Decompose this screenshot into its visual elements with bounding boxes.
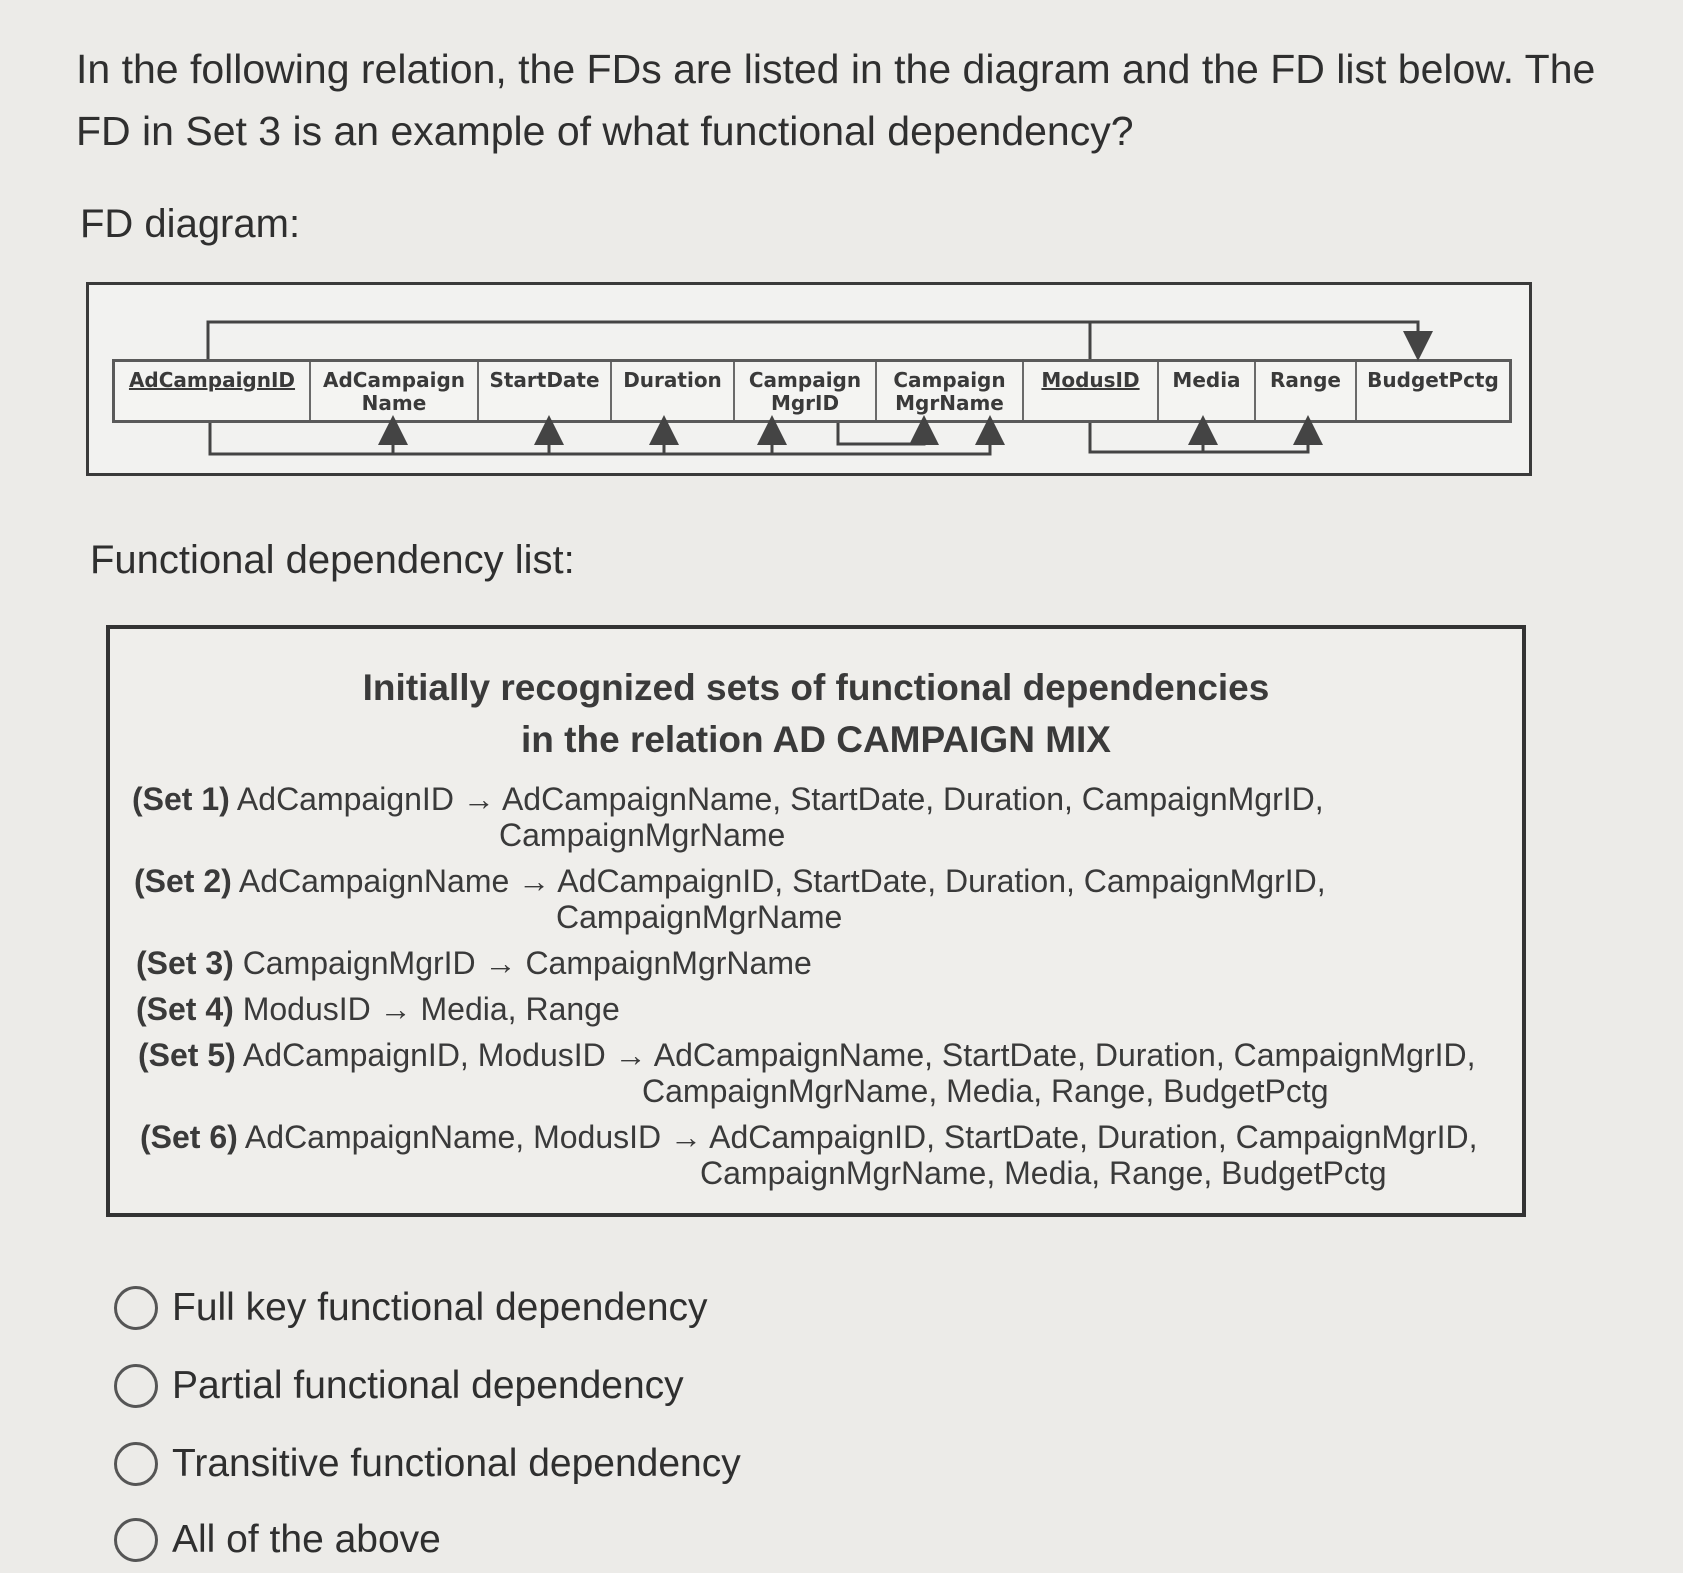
fd-set-6-cont: CampaignMgrName, Media, Range, BudgetPctg [700, 1155, 1387, 1191]
attr-adcampaignid: AdCampaignID [115, 362, 311, 420]
set1-bracket-line [210, 423, 990, 454]
attr-campaignmgrname: Campaign MgrName [877, 362, 1024, 420]
option-label: Full key functional dependency [172, 1286, 708, 1329]
fd-set-3: (Set 3) CampaignMgrID → CampaignMgrName [136, 945, 812, 981]
set4-bracket-line [1090, 423, 1308, 452]
radio-button[interactable] [114, 1286, 158, 1330]
attr-startdate: StartDate [479, 362, 612, 420]
attr-range: Range [1256, 362, 1357, 420]
attr-modusid: ModusID [1024, 362, 1159, 420]
attr-adcampaignname: AdCampaign Name [311, 362, 479, 420]
attr-campaignmgrid: Campaign MgrID [735, 362, 877, 420]
fd-set-1: (Set 1) AdCampaignID → AdCampaignName, StartDate, Duration, CampaignMgrID, [132, 781, 1324, 817]
fd-diagram-label: FD diagram: [80, 202, 301, 246]
fd-set-2: (Set 2) AdCampaignName → AdCampaignID, StartDate, Duration, CampaignMgrID, [134, 863, 1326, 899]
attr-budgetpctg: BudgetPctg [1367, 368, 1499, 392]
option-label: All of the above [172, 1518, 441, 1561]
fd-list-title-line1: Initially recognized sets of functional dependencies [362, 667, 1270, 708]
set3-bracket-line [838, 423, 924, 444]
fd-set-4: (Set 4) ModusID → Media, Range [136, 991, 620, 1027]
fd-set-2-cont: CampaignMgrName [556, 899, 843, 935]
fd-set-6: (Set 6) AdCampaignName, ModusID → AdCampaignID, StartDate, Duration, CampaignMgrID, [140, 1119, 1478, 1155]
attr-duration: Duration [612, 362, 735, 420]
option-all[interactable] [114, 1514, 441, 1566]
top-bracket-line [208, 322, 1418, 359]
option-partial[interactable] [114, 1360, 684, 1412]
fd-list-label: Functional dependency list: [90, 538, 575, 582]
option-label: Transitive functional dependency [172, 1442, 741, 1485]
question-text: In the following relation, the FDs are listed in the diagram and the FD list below. The FD in Set 3 is an example of what functional dependency? [76, 46, 1596, 154]
radio-button[interactable] [114, 1518, 158, 1562]
option-transitive[interactable] [114, 1438, 741, 1490]
option-full-key[interactable] [114, 1282, 708, 1334]
attr-media: Media [1159, 362, 1256, 420]
fd-list-title-line2: in the relation AD CAMPAIGN MIX [521, 719, 1111, 760]
option-label: Partial functional dependency [172, 1364, 684, 1407]
fd-set-1-cont: CampaignMgrName [499, 817, 786, 853]
fd-set-5: (Set 5) AdCampaignID, ModusID → AdCampaignName, StartDate, Duration, CampaignMgrID, [138, 1037, 1476, 1073]
fd-list-box [106, 625, 1526, 1217]
radio-button[interactable] [114, 1364, 158, 1408]
radio-button[interactable] [114, 1442, 158, 1486]
fd-set-5-cont: CampaignMgrName, Media, Range, BudgetPctg [642, 1073, 1329, 1109]
